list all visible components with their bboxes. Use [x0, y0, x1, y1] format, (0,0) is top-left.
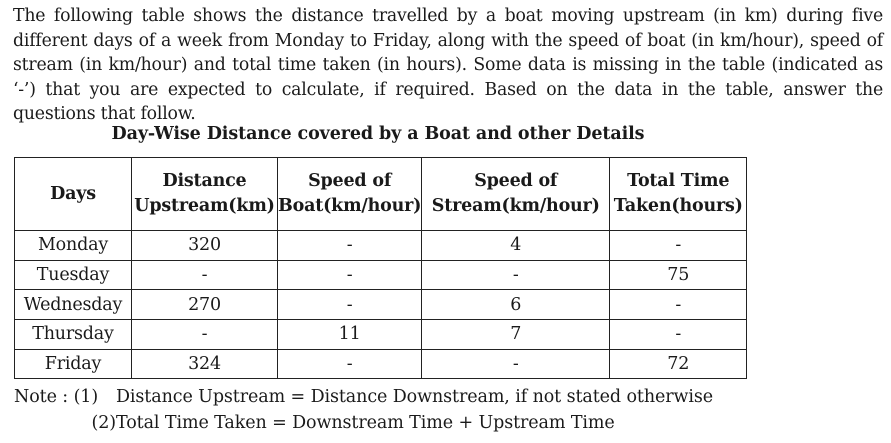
cell-boat-speed: -	[278, 290, 422, 320]
table-body	[15, 231, 747, 379]
header-boat-speed	[278, 158, 422, 231]
note-prefix: Note : (1)	[14, 387, 99, 407]
cell-day: Tuesday	[15, 260, 132, 290]
cell-distance: 320	[132, 231, 278, 261]
cell-stream-speed: -	[422, 260, 610, 290]
header-total-time-line1: Total Time	[627, 171, 730, 191]
data-table	[14, 157, 747, 379]
cell-distance: 270	[132, 290, 278, 320]
cell-boat-speed: -	[278, 260, 422, 290]
cell-day: Monday	[15, 231, 132, 261]
notes-block	[14, 384, 713, 436]
cell-distance: 324	[132, 349, 278, 379]
header-distance-line2: Upstream(km)	[134, 196, 275, 216]
header-distance-line1: Distance	[162, 171, 247, 191]
cell-boat-speed: -	[278, 231, 422, 261]
intro-paragraph: The following table shows the distance travelled by a boat moving upstream (in km) during five different days of a week from Monday to Friday, along with the speed of boat (in km/hour), speed of stream (in km/hour) and total time taken (in hours). Some data is missing in the table (indicated as ‘-’) that you are expected to calculate, if required. Based on the data in the table, answer the questions that follow.	[13, 6, 883, 124]
header-distance	[132, 158, 278, 231]
note-item	[14, 384, 713, 410]
cell-day: Thursday	[15, 320, 132, 350]
header-boat-speed-line1: Speed of	[308, 171, 392, 191]
cell-stream-speed: 7	[422, 320, 610, 350]
cell-stream-speed: 6	[422, 290, 610, 320]
cell-time: 72	[610, 349, 747, 379]
cell-boat-speed: -	[278, 349, 422, 379]
header-days	[15, 158, 132, 231]
header-stream-speed-line2: Stream(km/hour)	[431, 196, 600, 216]
table-row	[15, 320, 747, 350]
table-row	[15, 260, 747, 290]
header-boat-speed-line2: Boat(km/hour)	[278, 196, 422, 216]
note-text: Distance Upstream = Distance Downstream, if not stated otherwise	[116, 387, 714, 407]
note-item	[14, 410, 713, 436]
header-days-label: Days	[50, 183, 96, 204]
cell-time: 75	[610, 260, 747, 290]
header-stream-speed	[422, 158, 610, 231]
cell-day: Friday	[15, 349, 132, 379]
header-stream-speed-line1: Speed of	[474, 171, 558, 191]
note-number: (1)	[73, 387, 99, 407]
cell-distance: -	[132, 320, 278, 350]
cell-distance: -	[132, 260, 278, 290]
cell-time: -	[610, 231, 747, 261]
cell-time: -	[610, 320, 747, 350]
table-caption: Day-Wise Distance covered by a Boat and other Details	[111, 124, 645, 144]
table-row	[15, 349, 747, 379]
cell-time: -	[610, 290, 747, 320]
note-text: Total Time Taken = Downstream Time + Upstream Time	[116, 413, 615, 433]
note-number: (2)	[91, 413, 116, 433]
cell-stream-speed: 4	[422, 231, 610, 261]
cell-boat-speed: 11	[278, 320, 422, 350]
cell-day: Wednesday	[15, 290, 132, 320]
table-row	[15, 231, 747, 261]
header-total-time-line2: Taken(hours)	[613, 196, 743, 216]
table-row	[15, 290, 747, 320]
header-total-time	[610, 158, 747, 231]
cell-stream-speed: -	[422, 349, 610, 379]
table-header	[15, 158, 747, 231]
